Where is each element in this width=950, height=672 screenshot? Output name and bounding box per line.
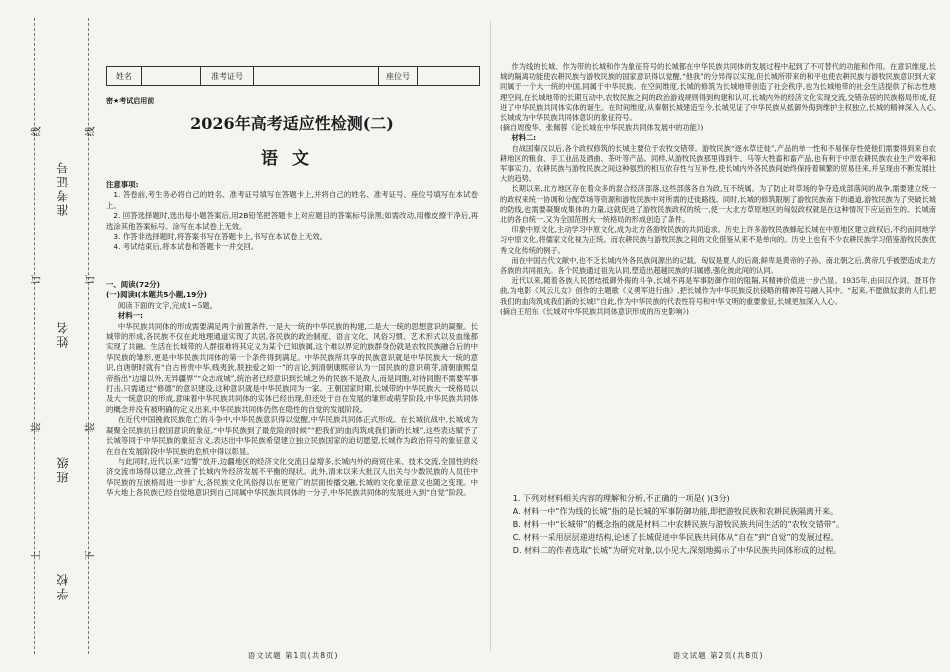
binding-strip [0,0,100,672]
subject-title: 语文 [261,149,323,169]
section-heading: 一、阅读(72分) [106,280,160,289]
question-1-option-d[interactable]: D. 材料二的作者选取“长城”为研究对象,以小见大,深刻地揭示了中华民族共同体形成的过程。 [512,546,842,555]
reading-instruction: 阅读下面的文字,完成1~5题。 [117,300,218,310]
binding-mark-zhuang: 装 [31,422,43,433]
binding-mark-xia: 下 [85,550,97,561]
part-heading: (一)阅读Ⅰ(本题共5小题,19分) [106,290,208,300]
material-2-paragraph: 长期以来,北方地区存在着众多的混合经济部落,这些部落各自为政,互不统属。为了防止对草场的争夺造成部落间的战争,需要建立统一的政权来统一协调和分配草场等资源和游牧民族中对所需的迁徙路线。同时,长城的修筑限制了游牧民族南下的通道,游牧民族为了突破长城的防线,也需要凝聚成集体的力量,这就促进了游牧民族政权的统一,使一大北方草原地区的匈奴政权就是在这种情况下应运而生的。长城南北的各自统一,又为全国范围大一统格局的形成创造了条件。 [500,184,936,225]
material-2-paragraph: 而在中国古代文献中,也不乏长城内外各民族间源出的记载。匈奴是夏人的后裔,鲜卑是黄帝的子孙。南北朝之后,黄帝几乎被塑造成北方各族的共同祖先。各个民族通过祖先认同,塑造出超越民族的归属感,强化彼此间的认同。 [500,255,936,276]
page-1 [106,0,480,672]
binding-mark-line: 线 [85,126,97,137]
note-item: 2. 回答选择题时,选出每小题答案后,用2B铅笔把答题卡上对应题目的答案标号涂黑;如需改动,用橡皮擦干净后,再选涂其他答案标号。涂写在本试卷上无效。 [106,211,478,231]
field-exam-number: 准考证号 [56,160,70,216]
material-1-paragraph: 在近代中国挽救民族危亡的斗争中,中华民族意识得以觉醒,中华民族共同体正式形成。在长城抗战中,长城成为凝聚全民族抗日救国意识的象征,“中华民族到了最危险的时候”“把我们的血肉筑成我们新的长城”,这些表达赋予了长城等同于中华民族的象征含义,表达出中华民族希望建立独立民族国家的迫切愿望,长城作为政治符号的象征意义在自在发展阶段中华民族的危机中得以彰显。 [106,415,478,456]
material-2-source: (摘自王绍东《长城对中华民族共同体意识形成的历史影响》) [500,306,689,316]
binding-mark-ding: 订 [85,274,97,285]
info-input-exam-number[interactable] [254,67,379,85]
question-1-stem: 1. 下列对材料相关内容的理解和分析,不正确的一项是( )(3分) [512,494,730,503]
binding-mark-zhuang: 装 [85,422,97,433]
field-school: 学校 [56,572,70,600]
info-label-name: 姓名 [107,67,142,85]
page-1-footer: 语文试题 第1页(共8页) [247,651,339,660]
info-input-seat[interactable] [418,67,479,85]
page-2-footer: 语文试题 第2页(共8页) [672,651,764,660]
material-1-continued [500,62,936,317]
notes-section [106,180,478,253]
question-1-option-b[interactable]: B. 材料一中“长城带”的概念指的就是材料二中农耕民族与游牧民族共同生活的“农牧交错带”。 [512,520,844,529]
info-label-seat: 座位号 [379,67,418,85]
material-2-paragraph: 近代以来,随着各族人民团结抵御外侮的斗争,长城不再是军事防御作用的阻隔,其精神价值进一步凸显。1935年,由田汉作词、聂耳作曲,为电影《风云儿女》创作的主题歌《义勇军进行曲》,把长城作为中华民族反抗侵略的精神符号融入其中。“起来,不愿做奴隶的人们,把我们的血肉筑成我们新的长城!”自此,作为中华民族的代表性符号和中华文明的重要象征,长城更加深入人心。 [500,276,936,306]
material-1-paragraph: 中华民族共同体的形成需要满足两个前置条件,一是大一统的中华民族的构建,二是大一统的思想意识的凝聚。长城带的形成,各民族不仅在此地理通道实现了共居,各民族的政治制度、语言文化、风俗习惯、艺术形式以及血缘都实现了共融。生活在长城带的人群很难将其定义为某个已知族属,这个难以界定的族群身份就是农牧民族融合后的中华民族的雏形,更是中华民族共同体的第一个条件得到满足。中华民族所共享的民族意识就是中华民族大一统的意识,自唐朝时就有“自古皆贵中华,贱夷狄,朕独爱之如一”的言论,到清朝康熙帝认为一国民族的意识萌芽,清朝康熙皇帝指出“边墙以外,无异疆界”“众志成城”,统治者已经意识到长城之外的民族不是敌人,而是同胞,对待同胞不需要军事打击,只需通过“修德”的意识建设,这种意识就是中华民族同为一家。王朝国家时期,长城带的中华民族大一统格局以及大一统意识的形成,意味着中华民族共同体的实体已经出现,但还处于自在发展的雏形或萌芽阶段,中华民族共同体的概念并没有被明确的定义出来,中华民族共同体仍然在隐性的自觉的发展阶段。 [106,321,478,414]
question-1-option-c[interactable]: C. 材料一采用层层递进结构,论述了长城促进中华民族共同体从“自在”到“自觉”的发展过程。 [512,533,839,542]
note-item: 4. 考试结束后,将本试卷和答题卡一并交回。 [113,242,259,252]
page-2 [500,0,936,672]
material-1-paragraph: 作为线的长城、作为带的长城和作为象征符号的长城都在中华民族共同体的发展过程中起到了不可替代的功能和作用。在意识维度,长城的隔离功能使农耕民族与游牧民族的国家意识得以觉醒,“他我”的分异得以实现,但长城所带来的和平也使农耕民族与游牧民族意识到大家同属于一个大一统的中国,同属于中华民族。在空间维度,长城的修筑为长城地带创造了社会秩序,也为长城地带的社会生活提供了标志性地理空间,在长城地带的长期互动中,农牧民族之间的政治游戏规则得到构建和认可,长城内外的经济文化实现交流,交错杂居的民族格局形成,促进了中华民族共同体实体的诞生。在时间维度,从秦朝长城建造至今,长城见证了中华民族从抵御外侮到维护主权独立,长城的精神深入人心,长城成为中华民族共同体意识的象征符号。 [500,62,936,123]
info-input-name[interactable] [142,67,201,85]
reading-section [106,280,478,499]
field-class: 班级 [56,455,70,483]
notes-heading: 注意事项: [106,180,139,189]
material-2-paragraph: 印象中原文化,主动学习中原文化,成为北方各游牧民族的共同追求。历史上许多游牧民族蜂起长城在中原地区建立政权后,不约而同地学习中原文化,将儒家文化视为正统。而农耕民族与游牧民族之间的文化借鉴从来不是单向的。历史上也有不少农耕民族学习借鉴游牧民族优秀文化传统的例子。 [500,225,936,255]
info-label-exam-number: 准考证号 [201,67,254,85]
candidate-info-bar [106,66,480,86]
binding-mark-ding: 订 [31,274,43,285]
exam-title: 2026年高考适应性检测(二) [190,114,394,133]
binding-mark-line: 线 [31,126,43,137]
note-item: 1. 答卷前,考生务必将自己的姓名、准考证号填写在答题卡上,并将自己的姓名、准考证号、座位号填写在本试卷上。 [106,190,478,210]
field-name: 姓名 [56,320,70,348]
binding-mark-shang: 上 [31,550,43,561]
question-1-option-a[interactable]: A. 材料一中“作为线的长城”指的是长城的军事防御功能,即把游牧民族和农耕民族隔离开来。 [512,507,839,516]
secret-mark: 密★考试启用前 [106,97,155,105]
material-1-paragraph: 与此同时,近代以来“边警”放开,边疆地区的经济文化交流日益增多,长城内外的商贸往来、技术交流,全国性的经济交流市场得以建立,改善了长城内外经济发展不平衡的现状。此外,清末以来大批汉人出关与少数民族的人员往中华民族的互嵌格局进一步扩大,各民族文化风俗得以在更宽广的层面传播交融,长城的文化象征意义也随之变现。中华大地上各民族已经自觉地意识到自己同属中华民族共同体的一分子,中华民族共同体的发展进入到“自觉”阶段。 [106,456,478,498]
material-2-label: 材料二: [511,133,536,143]
material-2-paragraph: 自战国秦汉以后,各个政权修筑的长城主要位于农牧交错带。游牧民族“逐水草迁徙”,产品的单一性和不易保存性使他们需要得到来自农耕地区的粮食、手工业品及酒曲、茶叶等产品。同样,从游牧民族那里得到牛、马等大牲畜和畜产品,也有利于中原农耕民族农业生产效率和军事实力。农耕民族与游牧民族之间这种强烈的相互依存性与互补性,使长城内外各民族间始终保持着频繁的贸易往来,并呈现由不断发展壮大的趋势。 [500,143,936,184]
question-1 [500,492,936,557]
note-item: 3. 作答非选择题时,将答案书写在答题卡上,书写在本试卷上无效。 [113,232,328,242]
page-divider [490,20,491,652]
material-1-source: (摘自周俊华、张佩蓉《论长城在中华民族共同体发展中的功能》) [500,123,704,133]
material-1-label: 材料一: [117,311,143,321]
